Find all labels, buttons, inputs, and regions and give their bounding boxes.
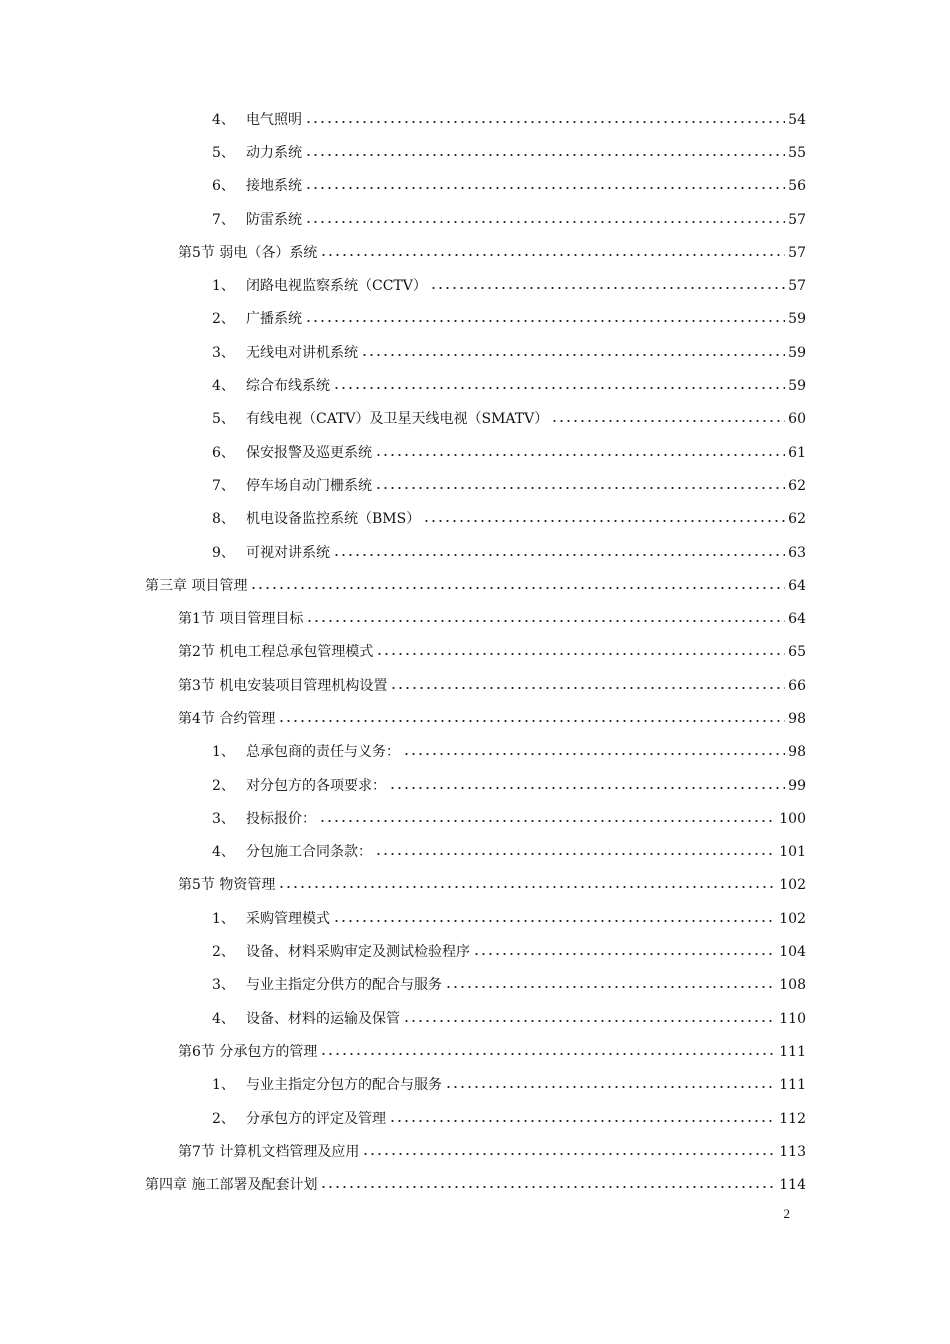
dot-leader [333,548,785,558]
dot-leader [319,814,776,824]
toc-entry-page: 64 [788,577,806,594]
toc-entry-page: 57 [788,278,806,295]
toc-entry-title: 防雷系统 [246,211,302,228]
toc-entry[interactable] [0,303,950,336]
toc-entry-title: 分承包方的评定及管理 [246,1110,386,1127]
toc-entry-title: 综合布线系统 [246,378,330,395]
dot-leader [473,947,776,957]
toc-entry[interactable] [0,1069,950,1102]
toc-entry-page: 59 [788,378,806,395]
toc-entry-page: 101 [779,844,806,861]
toc-entry-page: 64 [788,611,806,628]
toc-entry[interactable] [0,702,950,735]
toc-entry-title: 设备、材料采购审定及测试检验程序 [246,944,470,961]
toc-entry-number: 3、 [212,810,235,827]
toc-entry-page: 98 [788,744,806,761]
toc-entry-page: 114 [779,1177,806,1194]
toc-entry-number: 5、 [212,144,235,161]
toc-entry-page: 54 [788,111,806,128]
toc-entry[interactable] [0,403,950,436]
toc-entry-number: 8、 [212,511,235,528]
toc-entry-number: 1、 [212,278,235,295]
dot-leader [305,115,785,125]
toc-entry-page: 112 [779,1110,806,1127]
toc-entry[interactable] [0,769,950,802]
toc-entry-title: 有线电视（CATV）及卫星天线电视（SMATV） [246,411,549,428]
dot-leader [320,248,785,258]
toc-entry-page: 57 [788,211,806,228]
toc-entry-title: 接地系统 [246,178,302,195]
toc-entry-title: 总承包商的责任与义务： [246,744,400,761]
toc-entry-title: 无线电对讲机系统 [246,344,358,361]
toc-entry[interactable] [0,802,950,835]
toc-entry-title: 第1节 项目管理目标 [178,611,304,628]
toc-entry-page: 59 [788,344,806,361]
toc-entry-number: 6、 [212,178,235,195]
toc-entry[interactable] [0,969,950,1002]
toc-entry-number: 3、 [212,344,235,361]
toc-entry-number: 2、 [212,1110,235,1127]
toc-entry[interactable] [0,103,950,136]
toc-entry[interactable] [0,170,950,203]
dot-leader [362,1147,776,1157]
toc-entry[interactable] [0,636,950,669]
toc-entry-title: 第3节 机电安装项目管理机构设置 [178,677,388,694]
toc-entry[interactable] [0,836,950,869]
dot-leader [278,714,785,724]
dot-leader [305,181,785,191]
toc-entry-page: 111 [779,1043,806,1060]
dot-leader [445,980,776,990]
toc-entry-page: 59 [788,311,806,328]
toc-entry-number: 1、 [212,910,235,927]
dot-leader [389,1114,776,1124]
toc-entry-title: 对分包方的各项要求： [246,777,386,794]
toc-entry-title: 闭路电视监察系统（CCTV） [246,278,427,295]
toc-entry-title: 设备、材料的运输及保管 [246,1010,400,1027]
toc-entry-number: 2、 [212,777,235,794]
toc-entry[interactable] [0,203,950,236]
toc-entry-page: 56 [788,178,806,195]
dot-leader [390,681,785,691]
toc-entry-number: 7、 [212,211,235,228]
toc-entry[interactable] [0,436,950,469]
toc-entry-page: 102 [779,910,806,927]
toc-entry-page: 55 [788,144,806,161]
toc-entry-page: 111 [779,1077,806,1094]
toc-entry-title: 第三章 项目管理 [145,577,248,594]
toc-entry-number: 3、 [212,977,235,994]
dot-leader [403,747,785,757]
toc-entry-page: 63 [788,544,806,561]
dot-leader [403,1014,776,1024]
toc-entry-page: 62 [788,511,806,528]
toc-entry-number: 4、 [212,844,235,861]
toc-entry-title: 第四章 施工部署及配套计划 [145,1177,318,1194]
toc-entry-page: 66 [788,677,806,694]
toc-entry-number: 1、 [212,744,235,761]
toc-entry-number: 6、 [212,444,235,461]
dot-leader [305,215,785,225]
dot-leader [375,481,785,491]
toc-entry-page: 99 [788,777,806,794]
toc-entry[interactable] [0,1135,950,1168]
toc-entry[interactable] [0,602,950,635]
toc-entry-number: 5、 [212,411,235,428]
toc-entry-page: 108 [779,977,806,994]
toc-entry-number: 4、 [212,378,235,395]
toc-entry-number: 2、 [212,944,235,961]
toc-entry-page: 113 [779,1143,806,1160]
toc-entry-title: 采购管理模式 [246,910,330,927]
toc-entry[interactable] [0,269,950,302]
dot-leader [305,314,785,324]
dot-leader [333,914,776,924]
toc-entry-title: 停车场自动门栅系统 [246,477,372,494]
toc-entry[interactable] [0,469,950,502]
toc-entry-title: 机电设备监控系统（BMS） [246,511,421,528]
toc-entry[interactable] [0,236,950,269]
dot-leader [376,647,785,657]
dot-leader [361,348,785,358]
toc-entry-page: 61 [788,444,806,461]
toc-entry-page: 100 [779,810,806,827]
toc-entry[interactable] [0,736,950,769]
toc-entry-title: 分包施工合同条款： [246,844,372,861]
toc-entry-title: 电气照明 [246,111,302,128]
toc-entry[interactable] [0,1169,950,1202]
toc-entry[interactable] [0,935,950,968]
toc-entry-title: 第5节 物资管理 [178,877,276,894]
toc-entry-page: 57 [788,244,806,261]
dot-leader [278,880,776,890]
toc-entry-title: 动力系统 [246,144,302,161]
toc-entry[interactable] [0,503,950,536]
dot-leader [423,514,785,524]
toc-entry-number: 2、 [212,311,235,328]
toc-entry-title: 与业主指定分包方的配合与服务 [246,1077,442,1094]
toc-entry-title: 与业主指定分供方的配合与服务 [246,977,442,994]
toc-entry[interactable] [0,902,950,935]
toc-entry-title: 第5节 弱电（各）系统 [178,244,318,261]
dot-leader [375,847,776,857]
toc-entry[interactable] [0,669,950,702]
page-number: 2 [783,1206,790,1221]
dot-leader [389,781,785,791]
toc-entry-page: 62 [788,477,806,494]
dot-leader [320,1180,776,1190]
dot-leader [320,1047,776,1057]
dot-leader [551,414,785,424]
dot-leader [305,148,785,158]
toc-entry-title: 第6节 分承包方的管理 [178,1043,318,1060]
toc-entry[interactable] [0,1102,950,1135]
toc-entry-title: 广播系统 [246,311,302,328]
toc-entry[interactable] [0,1035,950,1068]
dot-leader [430,281,785,291]
toc-entry-title: 第4节 合约管理 [178,710,276,727]
dot-leader [333,381,785,391]
table-of-contents [0,103,950,1202]
dot-leader [306,614,785,624]
toc-entry-title: 第2节 机电工程总承包管理模式 [178,644,374,661]
toc-entry-page: 102 [779,877,806,894]
toc-entry-page: 110 [779,1010,806,1027]
toc-entry-page: 104 [779,944,806,961]
toc-entry[interactable] [0,336,950,369]
toc-entry-page: 60 [788,411,806,428]
toc-entry-number: 7、 [212,477,235,494]
toc-entry-number: 1、 [212,1077,235,1094]
toc-entry[interactable] [0,136,950,169]
toc-entry-number: 4、 [212,111,235,128]
toc-entry-title: 可视对讲系统 [246,544,330,561]
toc-entry[interactable] [0,369,950,402]
toc-entry[interactable] [0,1002,950,1035]
toc-entry-page: 65 [788,644,806,661]
toc-entry-number: 4、 [212,1010,235,1027]
dot-leader [375,448,785,458]
toc-entry[interactable] [0,536,950,569]
toc-entry-title: 保安报警及巡更系统 [246,444,372,461]
toc-entry-title: 第7节 计算机文档管理及应用 [178,1143,360,1160]
toc-entry-page: 98 [788,710,806,727]
toc-entry[interactable] [0,869,950,902]
dot-leader [445,1080,776,1090]
toc-entry-title: 投标报价： [246,810,316,827]
dot-leader [250,581,785,591]
toc-entry-number: 9、 [212,544,235,561]
toc-entry[interactable] [0,569,950,602]
